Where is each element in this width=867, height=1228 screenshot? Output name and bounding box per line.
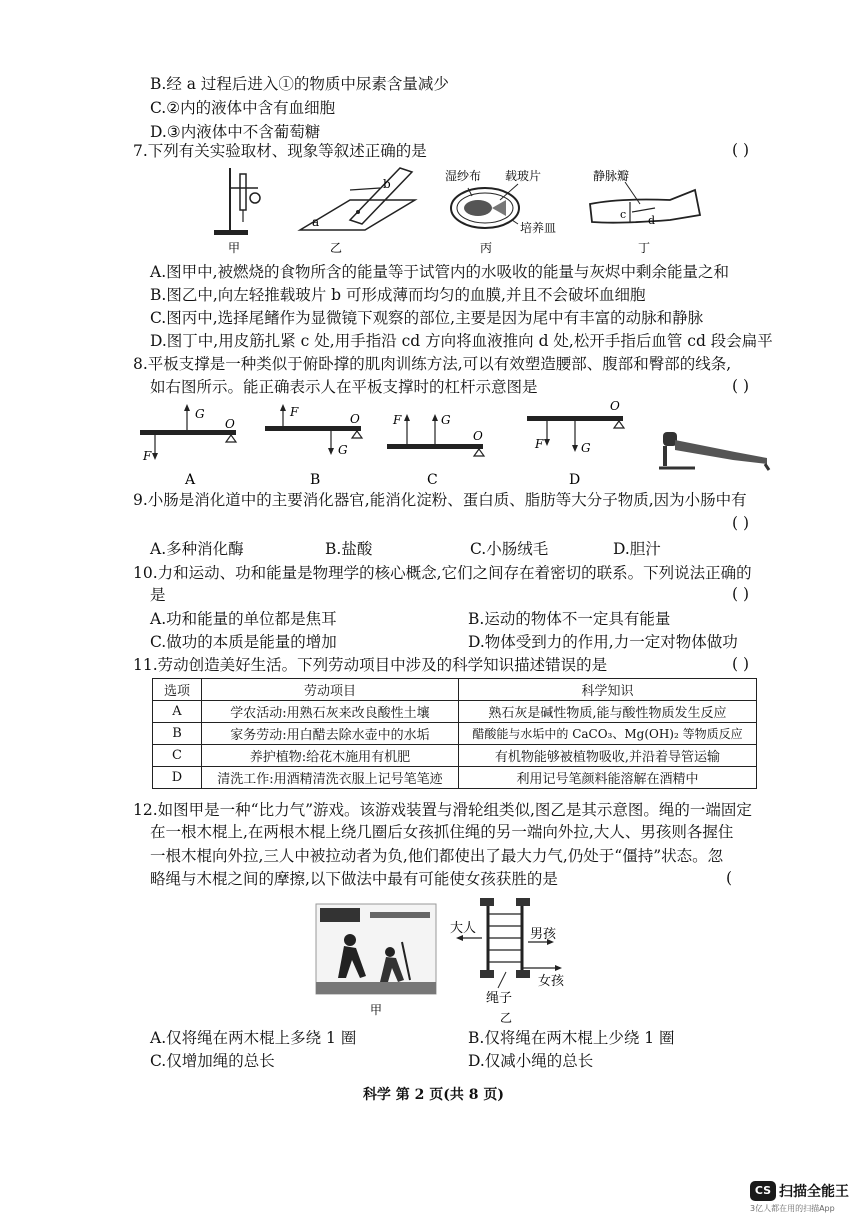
page-footer: 科学 第 2 页(共 8 页) (362, 1087, 505, 1103)
q9-option-b: B.盐酸 (325, 540, 373, 558)
lever-a (140, 404, 236, 460)
q8-lever-figures (135, 396, 775, 488)
table-header: 劳动项目 (202, 679, 459, 701)
table-row (153, 745, 757, 767)
label-option-a: A (185, 472, 196, 488)
q12-option-d: D.仅减小绳的总长 (468, 1052, 594, 1070)
q12-option-c: C.仅增加绳的总长 (150, 1052, 275, 1070)
q11-table (152, 678, 757, 789)
question-7: 7.下列有关实验取材、现象等叙述正确的是 (133, 142, 427, 160)
label-ding: 丁 (638, 241, 651, 255)
table-cell: 家务劳动:用白醋去除水壶中的水垢 (202, 723, 459, 745)
answer-paren-7: ( ) (732, 141, 750, 159)
figure-jia-photo (316, 904, 436, 994)
table-row (153, 723, 757, 745)
label-d: d (648, 214, 656, 227)
question-10: 10.力和运动、功和能量是物理学的核心概念,它们之间存在着密切的联系。下列说法正确的 (133, 564, 752, 582)
label-b: b (383, 177, 391, 191)
svg-text:F: F (290, 405, 299, 419)
q10-option-c: C.做功的本质是能量的增加 (150, 633, 337, 651)
svg-text:O: O (225, 417, 235, 431)
label-jia: 甲 (228, 241, 241, 255)
label-boy: 男孩 (530, 927, 557, 942)
svg-text:F: F (143, 449, 152, 463)
figure-ding-arm (590, 182, 700, 223)
svg-text:O: O (473, 429, 483, 443)
lever-c (387, 414, 484, 456)
watermark-title: 扫描全能王 (779, 1183, 849, 1200)
label-wet-gauze: 湿纱布 (445, 169, 482, 183)
q12-option-a: A.仅将绳在两木棍上多绕 1 圈 (150, 1029, 357, 1047)
q10-option-a: A.功和能量的单位都是焦耳 (150, 610, 337, 628)
question-12-line2: 在一根木棍上,在两根木棍上绕几圈后女孩抓住绳的另一端向外拉,大人、男孩则各握住 (150, 823, 734, 841)
answer-paren-8: ( ) (732, 377, 750, 395)
watermark-subtitle: 3亿人都在用的扫描App (750, 1203, 835, 1213)
question-10-cont: 是 (150, 586, 166, 604)
plank-person-image (659, 432, 769, 470)
label-petri-dish: 培养皿 (520, 221, 557, 235)
question-11: 11.劳动创造美好生活。下列劳动项目中涉及的科学知识描述错误的是 (133, 656, 608, 674)
svg-text:O: O (610, 399, 620, 413)
label-bing: 丙 (480, 241, 493, 255)
question-9: 9.小肠是消化道中的主要消化器官,能消化淀粉、蛋白质、脂肪等大分子物质,因为小肠中有 (133, 491, 747, 509)
option-c-line: C.②内的液体中含有血细胞 (150, 99, 336, 117)
table-cell: 学农活动:用熟石灰来改良酸性土壤 (202, 701, 459, 723)
answer-paren-12: ( (726, 869, 733, 887)
q7-figures (200, 160, 760, 260)
label-yi: 乙 (330, 241, 343, 255)
q9-option-a: A.多种消化酶 (150, 540, 244, 558)
label-option-b: B (310, 472, 321, 488)
table-header: 科学知识 (459, 679, 757, 701)
label-yi: 乙 (500, 1011, 513, 1025)
answer-paren-11: ( ) (732, 655, 750, 673)
table-header: 选项 (153, 679, 202, 701)
table-cell: 醋酸能与水垢中的 CaCO₃、Mg(OH)₂ 等物质反应 (459, 723, 757, 745)
svg-text:G: G (338, 443, 348, 457)
question-12-line3: 一根木棍向外拉,三人中被拉动者为负,他们都使出了最大力气,仍处于“僵持”状态。忽 (150, 847, 724, 865)
q9-option-d: D.胆汁 (613, 540, 661, 558)
question-12: 12.如图甲是一种“比力气”游戏。该游戏装置与滑轮组类似,图乙是其示意图。绳的一端固定 (133, 801, 752, 819)
svg-text:G: G (195, 407, 205, 421)
question-12-line4: 略绳与木棍之间的摩擦,以下做法中最有可能使女孩获胜的是 (150, 870, 558, 888)
scanner-watermark (750, 1180, 849, 1214)
label-slide: 载玻片 (505, 169, 542, 183)
svg-text:F: F (393, 413, 402, 427)
table-row (153, 701, 757, 723)
q9-option-c: C.小肠绒毛 (470, 540, 549, 558)
table-cell: 利用记号笔颜料能溶解在酒精中 (459, 767, 757, 789)
svg-text:O: O (350, 412, 360, 426)
answer-paren-9: ( ) (732, 514, 750, 532)
table-cell: A (153, 701, 202, 723)
option-d-line: D.③内液体中不含葡萄糖 (150, 123, 321, 141)
svg-text:F: F (535, 437, 544, 451)
table-cell: D (153, 767, 202, 789)
q10-option-d: D.物体受到力的作用,力一定对物体做功 (468, 633, 738, 651)
q12-figures (310, 890, 610, 1026)
table-header-row (153, 679, 757, 701)
q7-option-a: A.图甲中,被燃烧的食物所含的能量等于试管内的水吸收的能量与灰烬中剩余能量之和 (150, 263, 730, 281)
q10-option-b: B.运动的物体不一定具有能量 (468, 610, 671, 628)
label-option-c: C (427, 472, 438, 488)
table-cell: 清洗工作:用酒精清洗衣服上记号笔笔迹 (202, 767, 459, 789)
svg-text:G: G (441, 413, 451, 427)
question-8-cont: 如右图所示。能正确表示人在平板支撑时的杠杆示意图是 (150, 378, 538, 396)
table-cell: 养护植物:给花木施用有机肥 (202, 745, 459, 767)
label-adult: 大人 (450, 921, 477, 936)
label-vein-valve: 静脉瓣 (593, 169, 630, 183)
label-girl: 女孩 (538, 974, 565, 989)
q7-option-c: C.图丙中,选择尾鳍作为显微镜下观察的部位,主要是因为尾中有丰富的动脉和静脉 (150, 309, 704, 327)
figure-bing-dish (451, 184, 519, 228)
table-cell: 熟石灰是碱性物质,能与酸性物质发生反应 (459, 701, 757, 723)
q7-option-d: D.图丁中,用皮筋扎紧 c 处,用手指沿 cd 方向将血液推向 d 处,松开手指后血管 cd 段会扁平 (150, 332, 773, 350)
question-8: 8.平板支撑是一种类似于俯卧撑的肌肉训练方法,可以有效塑造腰部、腹部和臀部的线条, (133, 355, 732, 373)
label-a: a (312, 215, 320, 229)
answer-paren-10: ( ) (732, 585, 750, 603)
label-c: c (620, 208, 627, 221)
scanner-logo-icon: CS (750, 1181, 776, 1201)
label-rope: 绳子 (486, 991, 513, 1006)
table-cell: C (153, 745, 202, 767)
table-cell: B (153, 723, 202, 745)
figure-jia-stand (214, 168, 260, 235)
q7-option-b: B.图乙中,向左轻推载玻片 b 可形成薄而均匀的血膜,并且不会破坏血细胞 (150, 286, 646, 304)
table-row (153, 767, 757, 789)
option-b-line: B.经 a 过程后进入①的物质中尿素含量减少 (150, 75, 449, 93)
table-cell: 有机物能够被植物吸收,并沿着导管运输 (459, 745, 757, 767)
label-jia: 甲 (370, 1003, 383, 1017)
label-option-d: D (569, 472, 581, 488)
q12-option-b: B.仅将绳在两木棍上少绕 1 圈 (468, 1029, 675, 1047)
svg-text:G: G (581, 441, 591, 455)
